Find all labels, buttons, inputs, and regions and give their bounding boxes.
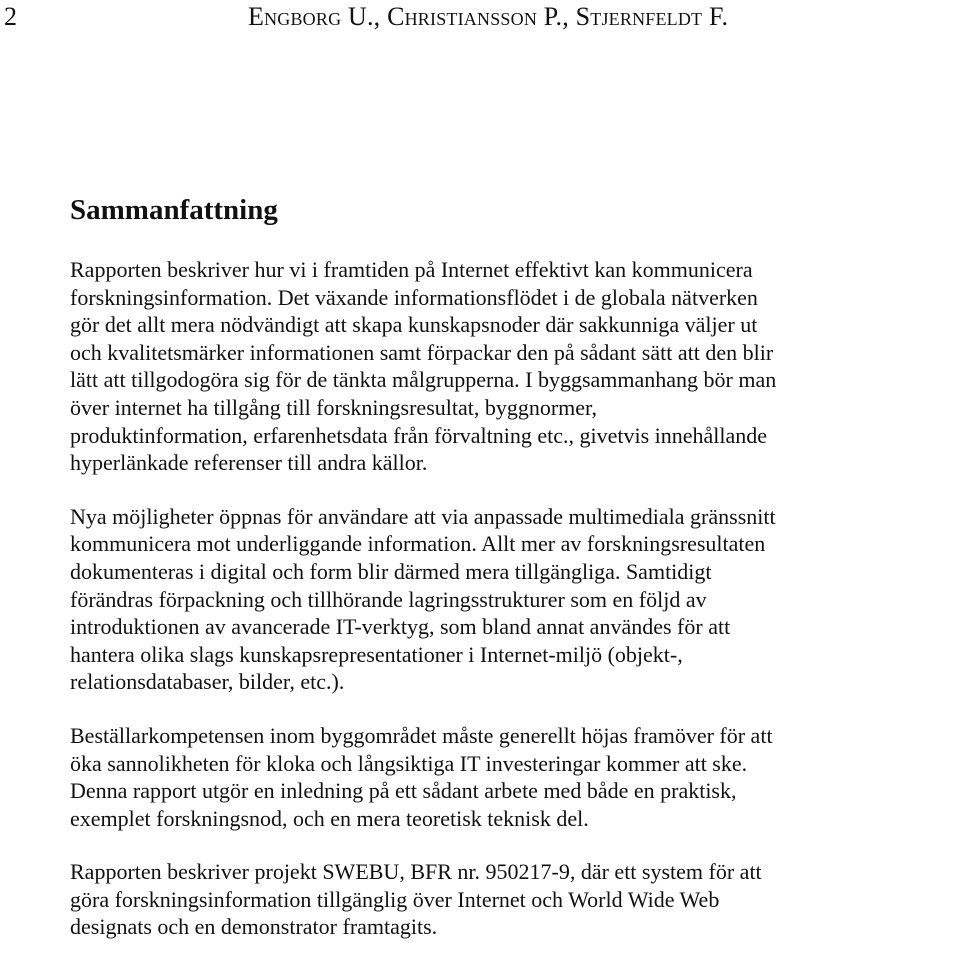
text-line: och kvalitetsmärker informationen samt förpackar den på sådant sätt att den blir bbox=[70, 339, 774, 365]
text-line: produktinformation, erfarenhetsdata från förvaltning etc., givetvis innehållande bbox=[70, 422, 768, 448]
text-line: introduktionen av avancerade IT-verktyg, som bland annat användes för att bbox=[70, 614, 731, 640]
page-number: 2 bbox=[4, 2, 17, 31]
text-line: hyperlänkade referenser till andra källor. bbox=[70, 450, 428, 476]
paragraph bbox=[70, 722, 950, 832]
text-line: kommunicera mot underliggande information. Allt mer av forskningsresultaten bbox=[70, 531, 766, 557]
text-line: Rapporten beskriver hur vi i framtiden på Internet effektivt kan kommunicera bbox=[70, 257, 753, 282]
text-line: forskningsinformation. Det växande informationsflödet i de globala nätverken bbox=[70, 284, 758, 310]
text-line: exemplet forskningsnod, och en mera teoretisk teknisk del. bbox=[70, 805, 589, 831]
text-line: relationsdatabaser, bilder, etc.). bbox=[70, 669, 345, 695]
section-title: Sammanfattning bbox=[70, 194, 278, 226]
text-line: lätt att tillgodogöra sig för de tänkta målgrupperna. I byggsammanhang bör man bbox=[70, 367, 777, 393]
text-line: dokumenteras i digital och form blir därmed mera tillgängliga. Samtidigt bbox=[70, 558, 712, 584]
text-line: förändras förpackning och tillhörande lagringsstrukturer som en följd av bbox=[70, 586, 707, 612]
abstract-body bbox=[70, 256, 950, 967]
text-line: Beställarkompetensen inom byggområdet måste generellt höjas framöver för att bbox=[70, 722, 773, 748]
text-line: öka sannolikheten för kloka och långsiktiga IT investeringar kommer att ske. bbox=[70, 750, 748, 776]
text-line: hantera olika slags kunskapsrepresentationer i Internet-miljö (objekt-, bbox=[70, 641, 683, 667]
paragraph bbox=[70, 256, 950, 477]
running-header bbox=[0, 0, 960, 40]
text-line: Denna rapport utgör en inledning på ett sådant arbete med både en praktisk, bbox=[70, 778, 737, 804]
text-line: Rapporten beskriver projekt SWEBU, BFR nr. 950217-9, där ett system för att bbox=[70, 859, 762, 885]
text-line: över internet ha tillgång till forskningsresultat, byggnormer, bbox=[70, 394, 598, 420]
header-authors: Engborg U., Christiansson P., Stjernfeldt F. bbox=[248, 2, 729, 31]
paragraph bbox=[70, 858, 950, 941]
text-line: gör det allt mera nödvändigt att skapa kunskapsnoder där sakkunniga väljer ut bbox=[70, 312, 758, 338]
text-line: designats och en demonstrator framtagits. bbox=[70, 914, 438, 940]
paragraph bbox=[70, 503, 950, 696]
text-line: Nya möjligheter öppnas för användare att via anpassade multimediala gränssnitt bbox=[70, 503, 776, 529]
text-line: göra forskningsinformation tillgänglig över Internet och World Wide Web bbox=[70, 886, 720, 912]
